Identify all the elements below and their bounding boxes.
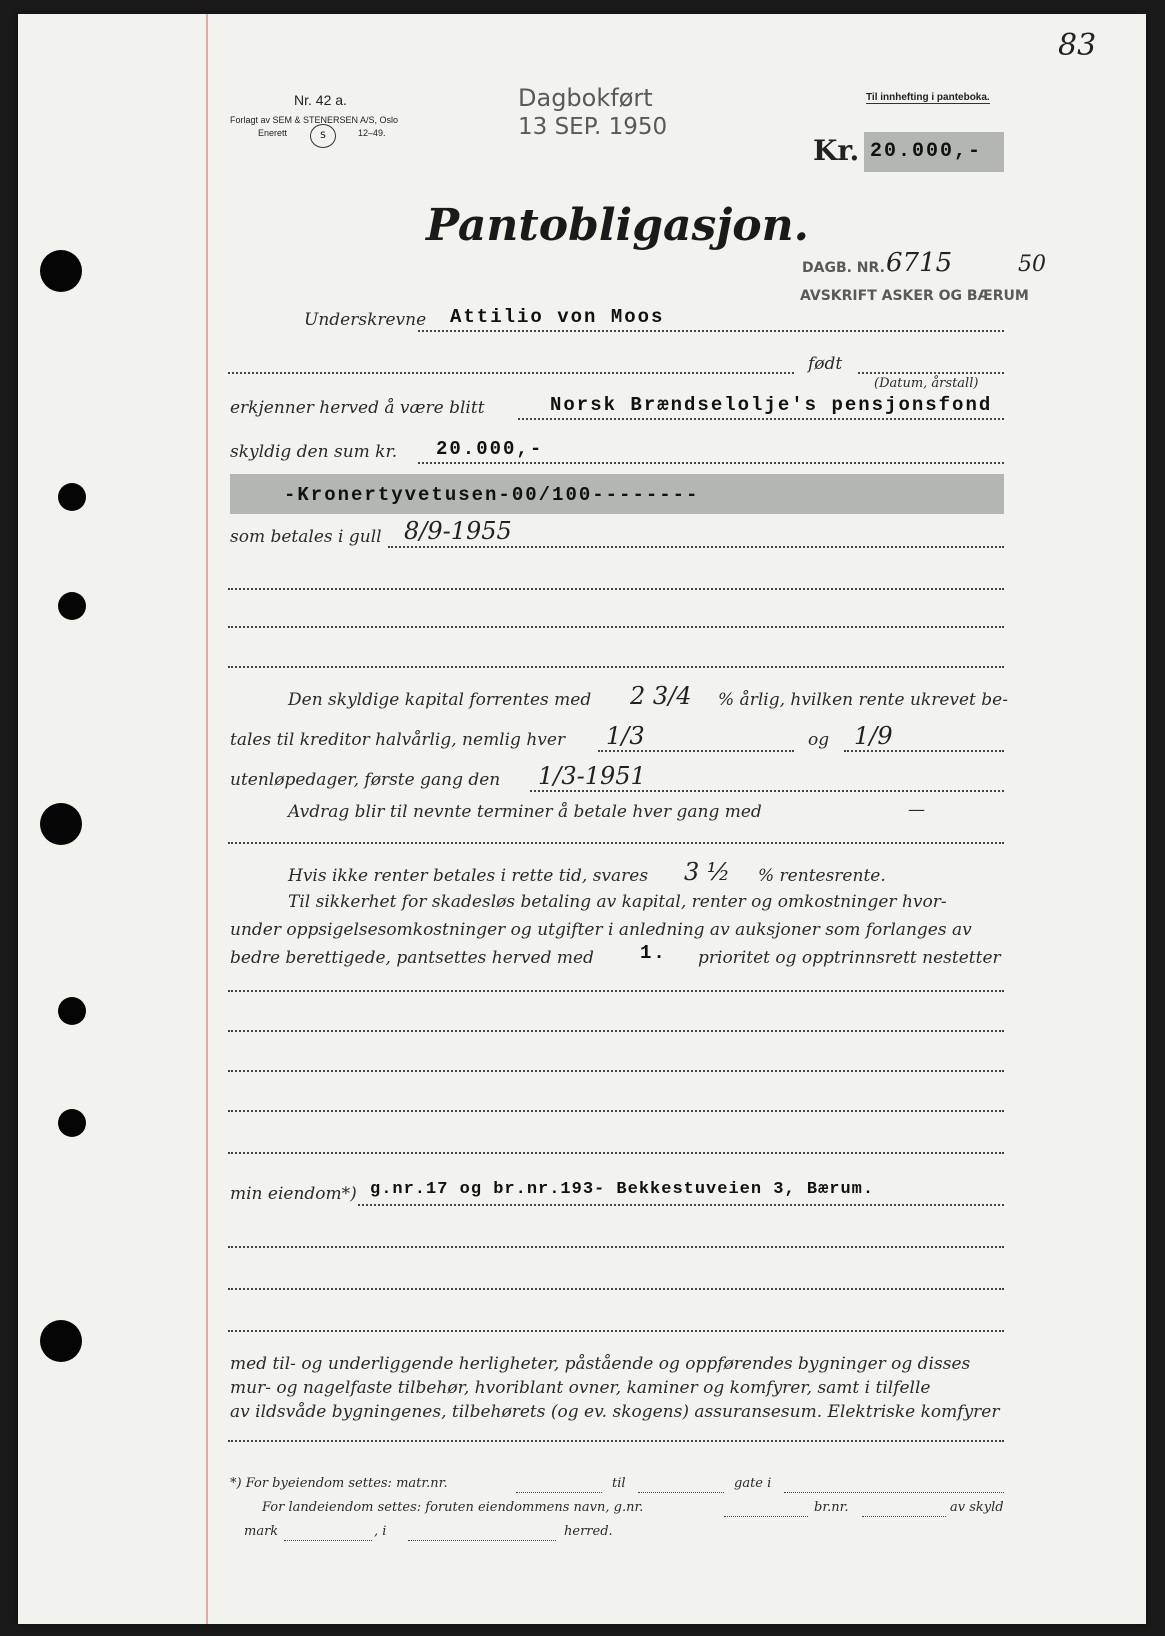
security-line1: Til sikkerhet for skadesløs betaling av kapital, renter og omkostninger hvor-: [288, 892, 947, 912]
tail-line2: mur- og nagelfaste tilbehør, hvoriblant ovner, kaminer og komfyrer, samt i tilfelle: [230, 1378, 931, 1398]
footnote-line2-b: br.nr.: [814, 1500, 849, 1515]
footnote-dots: [784, 1492, 1004, 1493]
footnote-line3-c: herred.: [564, 1524, 613, 1539]
first-payment-date: 1/3-1951: [538, 762, 646, 790]
amount-label: Kr.: [813, 134, 860, 167]
blank-line: [228, 990, 1004, 992]
underskrevne-line: [418, 330, 1004, 332]
property-line: [358, 1204, 1004, 1206]
skyldig-value: 20.000,-: [436, 438, 544, 460]
footnote-line1-a: *) For byeiendom settes: matr.nr.: [230, 1476, 448, 1491]
blank-line: [228, 1288, 1004, 1290]
punch-hole: [40, 250, 82, 292]
footnote-line1-c: gate i: [734, 1476, 772, 1491]
footnote-dots: [724, 1516, 808, 1517]
priority-value: 1.: [640, 942, 667, 964]
blank-line: [228, 588, 1004, 590]
footnote-line2-a: For landeiendom settes: foruten eiendommens navn, g.nr.: [262, 1500, 644, 1515]
blank-line: [228, 1330, 1004, 1332]
blank-line: [228, 1030, 1004, 1032]
blank-line: [228, 842, 1004, 844]
publisher-enerett: Enerett: [258, 128, 288, 138]
interest-line3-text: utenløpedager, første gang den: [230, 770, 501, 790]
term-line-1: [598, 750, 794, 752]
amount-value: 20.000,-: [870, 140, 983, 163]
fodt-line-left: [228, 372, 794, 374]
dagbokfort-stamp: Dagbokført: [518, 84, 653, 112]
dagb-nr-value: 6715: [886, 248, 953, 278]
interest-line1-text: Den skyldige kapital forrentes med: [288, 690, 592, 710]
dagb-nr-label: DAGB. NR.: [802, 260, 885, 276]
tail-line3: av ildsvåde bygningenes, tilbehørets (og ev. skogens) assuransesum. Elektriske komfyrer: [230, 1402, 1000, 1422]
footnote-dots: [284, 1540, 372, 1541]
margin-line: [206, 14, 208, 1624]
betales-line: [388, 546, 1004, 548]
fodt-line-right: [858, 372, 1004, 374]
term-date-2: 1/9: [854, 722, 893, 750]
stamp-date: 13 SEP. 1950: [518, 114, 668, 140]
publisher-logo-icon: S: [310, 124, 336, 148]
property-label: min eiendom*): [230, 1184, 357, 1204]
blank-line: [228, 626, 1004, 628]
footnote-dots: [516, 1492, 602, 1493]
blank-line: [228, 1110, 1004, 1112]
blank-line: [228, 1246, 1004, 1248]
interest-line2-text: tales til kreditor halvårlig, nemlig hver: [230, 730, 566, 750]
footnote-line3-b: , i: [374, 1524, 387, 1539]
skyldig-line: [418, 462, 1004, 464]
maturity-date: 8/9-1955: [404, 517, 512, 545]
footnote-dots: [408, 1540, 556, 1541]
creditor-value: Norsk Brændselolje's pensjonsfond: [550, 394, 993, 416]
footnote-dots: [862, 1516, 946, 1517]
term-og: og: [808, 730, 830, 750]
tail-line1: med til- og underliggende herligheter, påstående og oppførendes bygninger og disses: [230, 1354, 971, 1374]
property-value: g.nr.17 og br.nr.193- Bekkestuveien 3, Bærum.: [370, 1180, 875, 1199]
betales-label: som betales i gull: [230, 527, 382, 547]
punch-hole: [40, 1320, 82, 1362]
underskrevne-label: Underskrevne: [304, 310, 427, 330]
datum-label: (Datum, årstall): [874, 376, 979, 391]
avskrift-stamp: AVSKRIFT ASKER OG BÆRUM: [800, 288, 1029, 304]
creditor-line: [518, 418, 1004, 420]
footnote-line3-a: mark: [244, 1524, 279, 1539]
punch-hole: [58, 483, 86, 511]
footnote-line2-c: av skyld: [950, 1500, 1004, 1515]
fodt-label: født: [808, 354, 843, 374]
blank-line: [228, 1440, 1004, 1442]
skyldig-label: skyldig den sum kr.: [230, 442, 398, 462]
binding-note: Til innhefting i panteboka.: [866, 92, 990, 103]
blank-line: [228, 1152, 1004, 1154]
security-line2: under oppsigelsesomkostninger og utgifter i anledning av auksjoner som forlanges av: [230, 920, 972, 940]
punch-hole: [58, 1109, 86, 1137]
penalty-rate: 3 ½: [684, 858, 731, 886]
underskrevne-value: Attilio von Moos: [450, 306, 665, 328]
penalty-text: Hvis ikke renter betales i rette tid, svares: [288, 866, 649, 886]
publisher-line: Forlagt av SEM & STENERSEN A/S, Oslo: [230, 115, 399, 125]
first-date-line: [530, 790, 1004, 792]
blank-line: [228, 1070, 1004, 1072]
penalty-text-end: % rentesrente.: [758, 866, 886, 886]
amount-words-value: -Kronertyvetusen-00/100--------: [284, 484, 700, 506]
document-page: [18, 14, 1146, 1624]
avdrag-text: Avdrag blir til nevnte terminer å betale hver gang med: [288, 802, 762, 822]
erkjenner-label: erkjenner herved å være blitt: [230, 398, 485, 418]
security-line3-text: bedre berettigede, pantsettes herved med: [230, 948, 594, 968]
page-number: 83: [1058, 28, 1097, 63]
footnote-line1-b: til: [612, 1476, 626, 1491]
punch-hole: [40, 803, 82, 845]
security-line3-end: prioritet og opptrinnsrett nestetter: [698, 948, 1001, 968]
footnote-dots: [638, 1492, 724, 1493]
term-date-1: 1/3: [606, 722, 645, 750]
document-title: Pantobligasjon.: [426, 200, 809, 251]
interest-rate: 2 3/4: [630, 682, 692, 710]
publisher-date: 12–49.: [358, 128, 386, 138]
interest-line1-end: % årlig, hvilken rente ukrevet be-: [718, 690, 1008, 710]
punch-hole: [58, 592, 86, 620]
form-number: Nr. 42 a.: [294, 92, 347, 108]
term-line-2: [844, 750, 1004, 752]
blank-line: [228, 666, 1004, 668]
avdrag-value: —: [908, 800, 925, 820]
punch-hole: [58, 997, 86, 1025]
dagb-nr-year: 50: [1018, 252, 1046, 277]
